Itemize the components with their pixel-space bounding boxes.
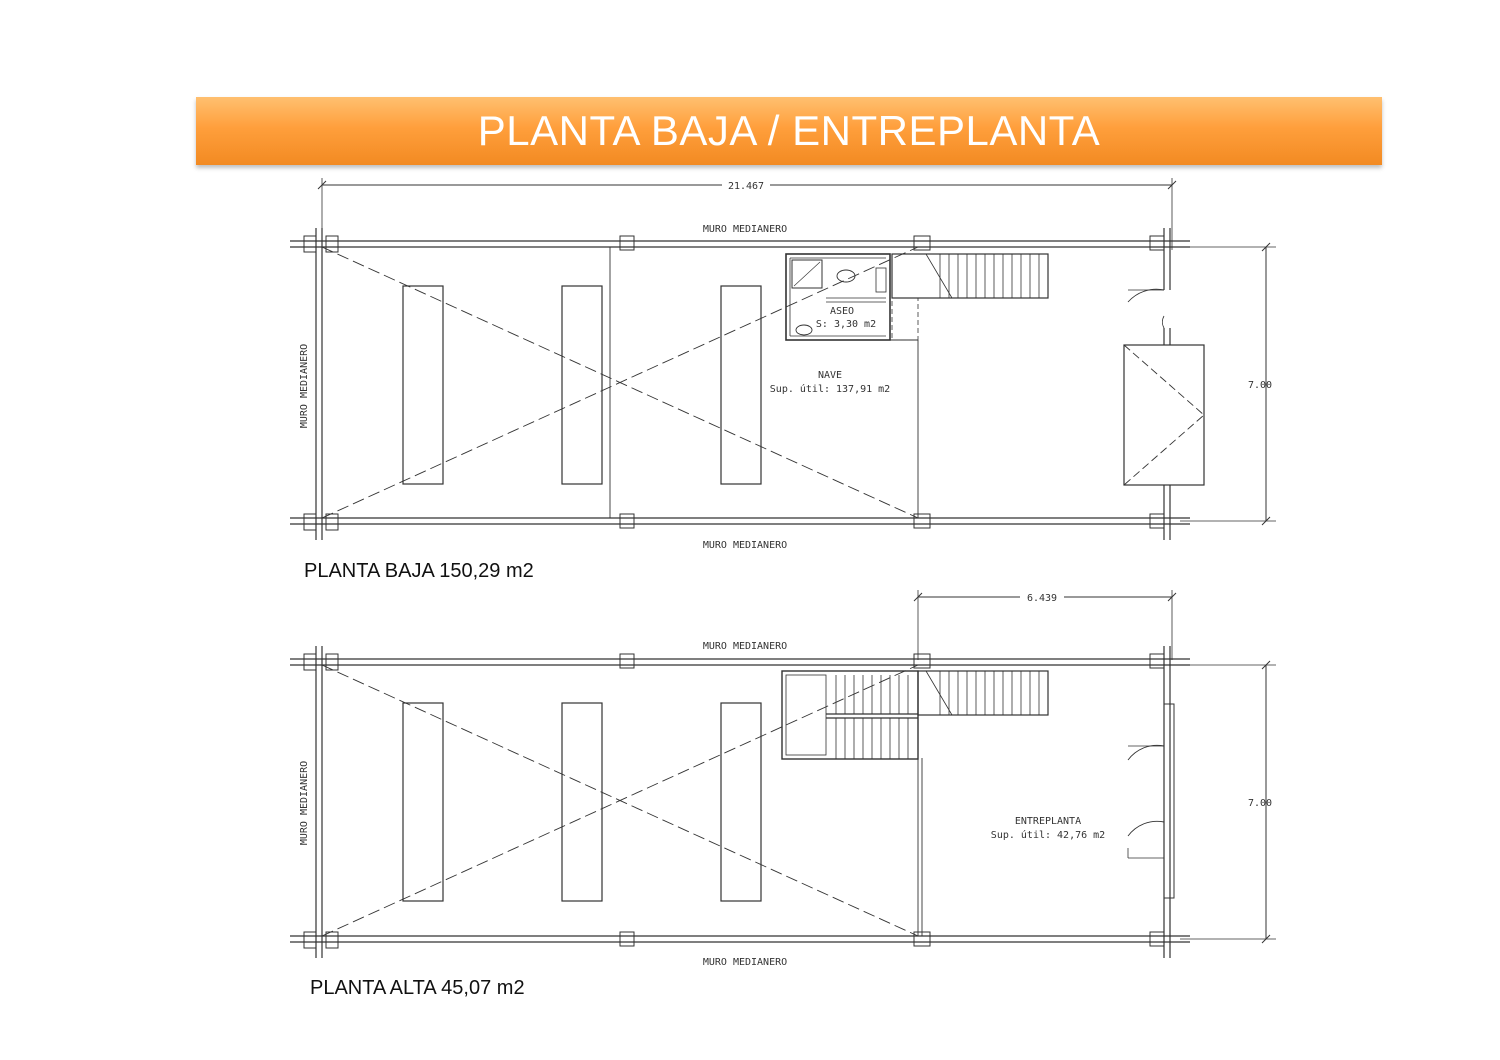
pa-length-dimension: 6.439 [1026, 593, 1058, 604]
nave-label: NAVE [817, 370, 843, 381]
pb-length-dimension: 21.467 [727, 181, 765, 192]
pb-wall-bottom-label: MURO MEDIANERO [702, 540, 788, 551]
pa-wall-left-label: MURO MEDIANERO [299, 760, 310, 846]
planta-baja-caption: PLANTA BAJA 150,29 m2 [304, 560, 534, 582]
page-title: PLANTA BAJA / ENTREPLANTA [477, 107, 1101, 154]
pb-wall-top-label: MURO MEDIANERO [702, 224, 788, 235]
pb-width-dimension: 7.00 [1248, 380, 1273, 391]
entreplanta-area: Sup. útil: 42,76 m2 [990, 830, 1106, 841]
pa-wall-top-label: MURO MEDIANERO [702, 641, 788, 652]
planta-alta-caption: PLANTA ALTA 45,07 m2 [310, 977, 525, 999]
pa-width-dimension: 7.00 [1248, 798, 1273, 809]
entreplanta-label: ENTREPLANTA [1014, 816, 1082, 827]
aseo-label: ASEO [829, 306, 855, 317]
pa-wall-bottom-label: MURO MEDIANERO [702, 957, 788, 968]
pb-wall-left-label: MURO MEDIANERO [299, 343, 310, 429]
aseo-area: S: 3,30 m2 [815, 319, 877, 330]
planta-alta-plan [290, 590, 1276, 968]
planta-baja-plan [290, 178, 1276, 551]
nave-area: Sup. útil: 137,91 m2 [769, 384, 891, 395]
